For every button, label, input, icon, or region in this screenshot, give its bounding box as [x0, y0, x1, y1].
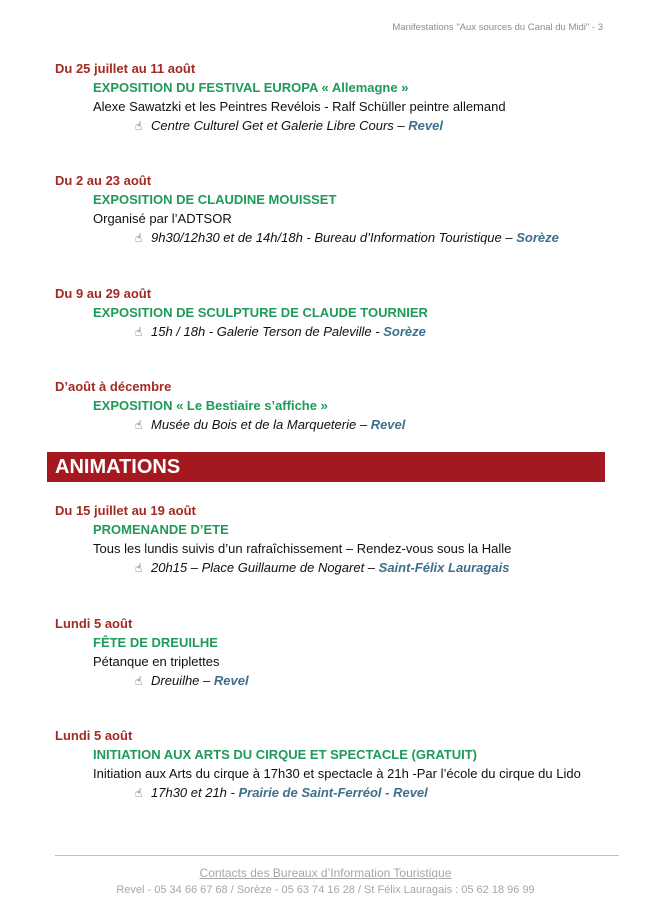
event-item: [55, 172, 615, 248]
event-info: [135, 415, 615, 435]
event-title: EXPOSITION DU FESTIVAL EUROPA « Allemagne »: [93, 80, 409, 95]
event-title: EXPOSITION « Le Bestiaire s’affiche »: [93, 398, 328, 413]
event-date: Du 15 juillet au 19 août: [55, 503, 196, 518]
hand-pointing-icon: ☝: [135, 418, 143, 432]
event-item: [55, 285, 615, 342]
event-date: D’août à décembre: [55, 379, 172, 394]
hand-pointing-icon: ☝: [135, 674, 143, 688]
event-date: Lundi 5 août: [55, 616, 133, 631]
event-description: Initiation aux Arts du cirque à 17h30 et spectacle à 21h -Par l’école du cirque du Lido: [93, 766, 581, 781]
event-place: Revel: [370, 417, 406, 432]
event-item: [55, 727, 615, 803]
section-banner-animations: ANIMATIONS: [47, 452, 605, 482]
event-place: Revel: [408, 118, 443, 133]
footer-contacts: Revel - 05 34 66 67 68 / Sorèze - 05 63 74 16 28 / St Félix Lauragais : 05 62 18 96 99: [116, 884, 535, 896]
event-description: Tous les lundis suivis d’un rafraîchissement – Rendez-vous sous la Halle: [93, 541, 512, 556]
event-info: [135, 671, 615, 691]
event-title: FÊTE DE DREUILHE: [93, 635, 218, 650]
event-date: Du 2 au 23 août: [55, 173, 152, 188]
event-date: Du 25 juillet au 11 août: [55, 61, 196, 76]
event-place: Prairie de Saint-Ferréol - Revel: [238, 785, 428, 800]
event-description: Alexe Sawatzki et les Peintres Revélois - Ralf Schüller peintre allemand: [93, 99, 506, 114]
event-item: [55, 378, 615, 435]
event-info: [135, 783, 615, 803]
event-info-text: 15h / 18h - Galerie Terson de Paleville -: [151, 324, 384, 339]
event-info: [135, 116, 615, 136]
footer-divider: [55, 855, 619, 856]
event-info-text: Musée du Bois et de la Marqueterie –: [151, 417, 371, 432]
event-item: [55, 60, 615, 136]
event-place: Sorèze: [516, 230, 559, 245]
hand-pointing-icon: ☝: [135, 786, 143, 800]
event-info-text: Centre Culturel Get et Galerie Libre Cours –: [151, 118, 409, 133]
event-item: [55, 502, 615, 578]
hand-pointing-icon: ☝: [135, 325, 143, 339]
hand-pointing-icon: ☝: [135, 231, 143, 245]
event-info-text: Dreuilhe –: [151, 673, 214, 688]
event-place: Revel: [213, 673, 249, 688]
event-title: PROMENANDE D’ETE: [93, 522, 229, 537]
event-title: EXPOSITION DE CLAUDINE MOUISSET: [93, 192, 337, 207]
event-title: EXPOSITION DE SCULPTURE DE CLAUDE TOURNIER: [93, 305, 428, 320]
event-info: [135, 558, 615, 578]
page-header: Manifestations "Aux sources du Canal du Midi" - 3: [392, 22, 603, 33]
event-info-text: 17h30 et 21h -: [151, 785, 239, 800]
event-info-text: 20h15 – Place Guillaume de Nogaret –: [151, 560, 379, 575]
event-date: Du 9 au 29 août: [55, 286, 152, 301]
event-info: [135, 322, 615, 342]
hand-pointing-icon: ☝: [135, 561, 143, 575]
event-info: [135, 228, 615, 248]
event-date: Lundi 5 août: [55, 728, 133, 743]
event-description: Pétanque en triplettes: [93, 654, 220, 669]
event-place: Sorèze: [383, 324, 426, 339]
event-description: Organisé par l’ADTSOR: [93, 211, 232, 226]
event-place: Saint-Félix Lauragais: [378, 560, 510, 575]
event-title: INITIATION AUX ARTS DU CIRQUE ET SPECTACLE (GRATUIT): [93, 747, 477, 762]
event-item: [55, 615, 615, 691]
hand-pointing-icon: ☝: [135, 119, 143, 133]
event-info-text: 9h30/12h30 et de 14h/18h - Bureau d’Information Touristique –: [151, 230, 517, 245]
footer-title: Contacts des Bureaux d’Information Touristique: [199, 866, 452, 880]
